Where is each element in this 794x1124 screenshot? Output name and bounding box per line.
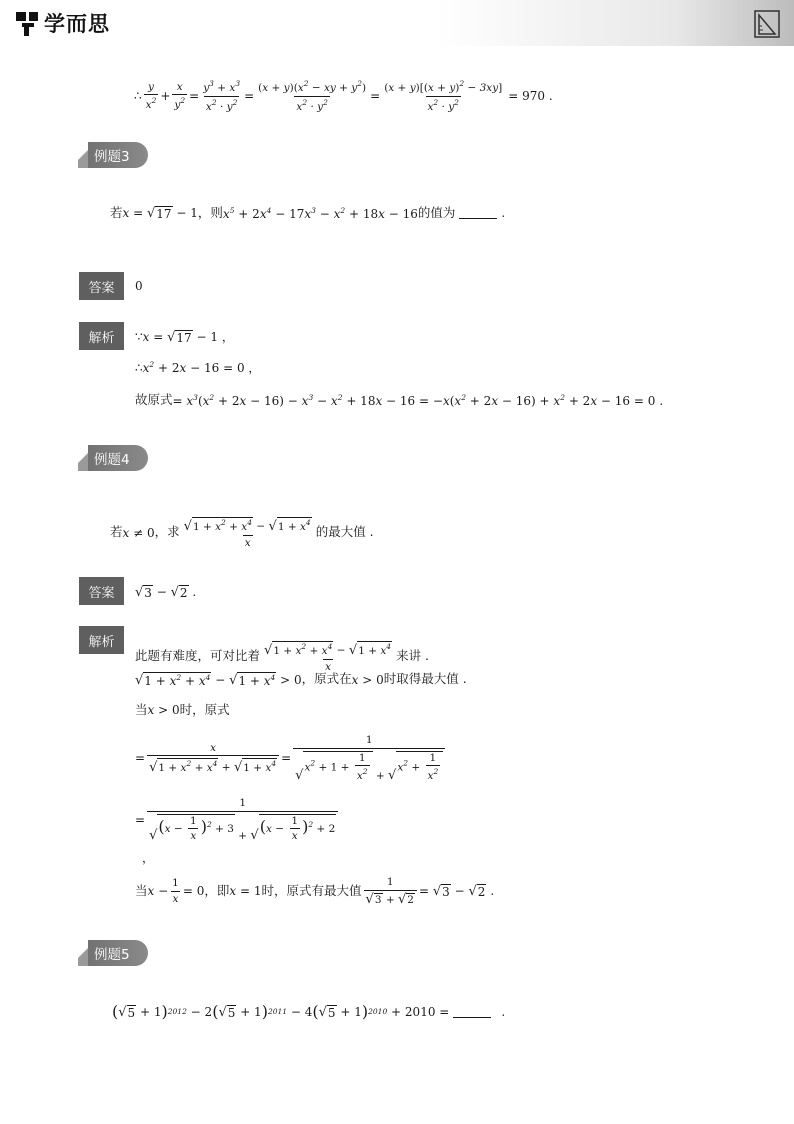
- ex4-analysis-line-6: 当 x − $\frac{1}{x}$ = 0 ，即 x = 1 时，原式有最大值 1 √ 3 + √ 2 = √ 3 − √ 2 .: [135, 876, 495, 907]
- example-3-tag: 例题3: [78, 142, 148, 168]
- brand-mark-icon: [14, 10, 42, 36]
- ex4-analysis-line-2: √ $1 + x^2 + x^4$ − √ $1 + x^4$ > 0 ，原式在 x > 0 时取得最大值 .: [135, 671, 467, 688]
- example-4-tag: 例题4: [78, 445, 148, 471]
- ex3-analysis-label: 解析: [79, 322, 124, 350]
- ex4-answer: √ 3 − √ 2 .: [135, 585, 197, 600]
- ex3-analysis-line-1: ∵ x = √ 17 − 1 ，: [135, 330, 234, 345]
- ex5-question: ( √ 5 + 1 ) 2012 − 2 ( √ 5 + 1 ) 2011 − 4 ( √ 5 + 1 ) 2010 + 2010 = .: [112, 1002, 506, 1021]
- example-5-tag: 例题5: [78, 940, 148, 966]
- ruler-triangle-icon: [754, 10, 780, 38]
- ex4-comma: ，: [142, 851, 155, 865]
- ex4-answer-label: 答案: [79, 577, 124, 605]
- ex3-analysis-line-3: 故原式 = $x^3(x^2 + 2x - 16) - x^3 - x^2 + 18x - 16 = -x(x^2 + 2x - 16) + x^2 + 2x - 16 = 0$ .: [135, 392, 664, 408]
- ex4-analysis-line-3: 当 x > 0 时，原式: [135, 702, 230, 718]
- header-bar: [0, 0, 794, 46]
- ex3-answer: 0: [135, 279, 143, 293]
- ex4-analysis-line-4: = x √ $1 + x^2 + x^4$ + √ $1 + x^4$ = 1 √ $x^2 + 1$ + $\frac{1}{x^2}$ + √ $x^2$ + $\frac{1}{x^2}$: [135, 735, 447, 782]
- top-formula: ∴ $\frac{y}{x^2}$ + $\frac{x}{y^2}$ = $\frac{y^3 + x^3}{x^2 \cdot y^2}$ = $\frac{(x + y)(x^2 - xy + y^2)}{x^2 \cdot y^2}$ = $\frac{(x + y)[(x + y)^2 - 3xy]}{x^2 \cdot y^2}$ = 970 .: [134, 79, 553, 113]
- ex4-analysis-line-1: 此题有难度，可对比着 √ $1 + x^2 + x^4$ − √ $1 + x^4$ x 来讲 .: [135, 642, 430, 673]
- ex4-analysis-label: 解析: [79, 626, 124, 654]
- brand-logo: [14, 8, 110, 38]
- ex4-analysis-line-5: = 1 √ (x − $\frac{1}{x}$ )$^2$ + 3 + √ (x − $\frac{1}{x}$ )$^2$ + 2: [135, 798, 340, 842]
- ex3-answer-label: 答案: [79, 272, 124, 300]
- ex3-analysis-line-2: ∴ $x^2 + 2x - 16 = 0$ ，: [135, 360, 261, 375]
- brand-name: 学而思: [44, 12, 110, 36]
- ex3-question: 若 x = √ 17 − 1 ，则 $x^5 + 2x^4 - 17x^3 - x^2 + 18x - 16$ 的值为 .: [110, 204, 506, 221]
- ex4-question: 若 x ≠ 0 ，求 √ $1 + x^2 + x^4$ − √ $1 + x^4$ x 的最大值 .: [110, 518, 374, 549]
